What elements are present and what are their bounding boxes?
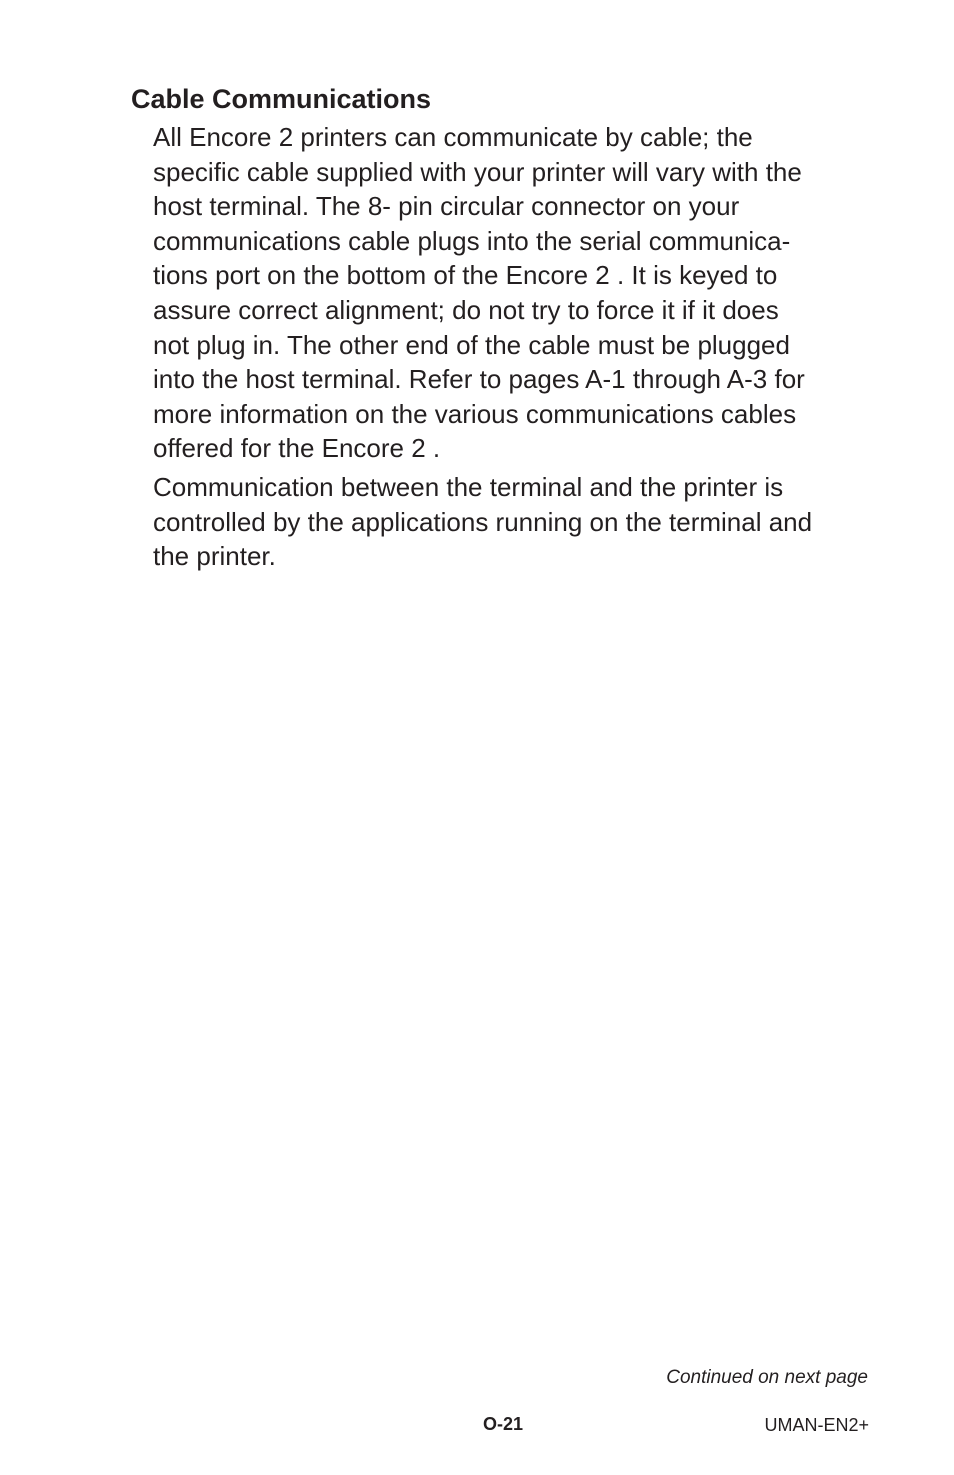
text-line: host terminal. The 8- pin circular connector on your xyxy=(153,191,740,222)
text-line: specific cable supplied with your printer will vary with the xyxy=(153,156,802,187)
section-body xyxy=(131,120,871,578)
text-line: offered for the Encore 2 . xyxy=(153,433,441,464)
text-line: into the host terminal. Refer to pages A-1 through A-3 for xyxy=(153,364,805,395)
document-code: UMAN-EN2+ xyxy=(764,1415,869,1435)
text-line: controlled by the applications running on the terminal and xyxy=(153,506,813,537)
page-number: O-21 xyxy=(483,1414,524,1434)
text-line: Communication between the terminal and the printer is xyxy=(153,471,784,502)
paragraph-cable-intro xyxy=(131,120,871,466)
text-line: communications cable plugs into the serial communica- xyxy=(153,225,791,256)
text-line: tions port on the bottom of the Encore 2 . It is keyed to xyxy=(153,260,778,291)
text-line: assure correct alignment; do not try to force it if it does xyxy=(153,294,779,325)
text-line: All Encore 2 printers can communicate by cable; the xyxy=(153,122,753,152)
text-line: more information on the various communications cables xyxy=(153,398,797,429)
section-heading: Cable Communications xyxy=(131,84,432,114)
paragraph-communication-control xyxy=(131,470,871,574)
continued-note: Continued on next page xyxy=(666,1367,868,1388)
text-line: the printer. xyxy=(153,541,276,572)
text-line: not plug in. The other end of the cable must be plugged xyxy=(153,329,790,360)
